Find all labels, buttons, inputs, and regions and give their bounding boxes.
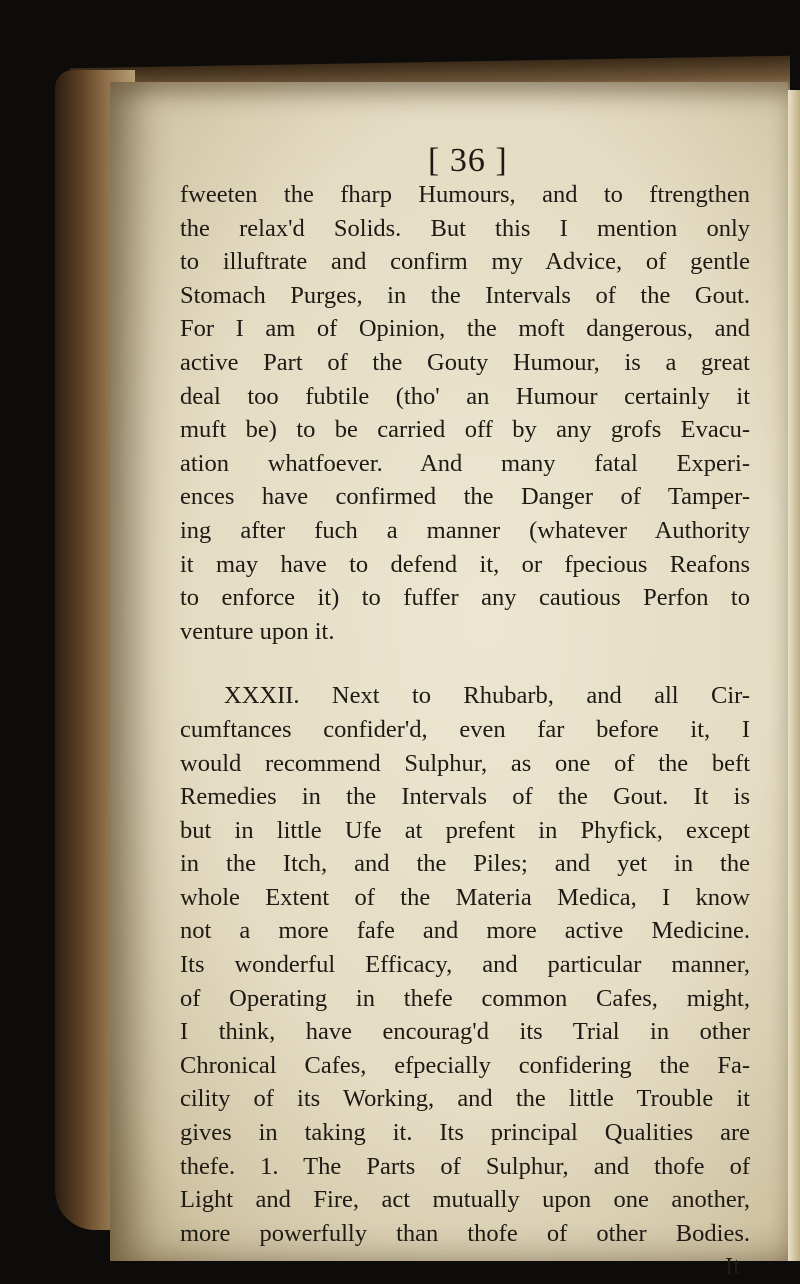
catchword: It — [725, 1253, 740, 1281]
text-line: but in little Ufe at prefent in Phyfick, except — [180, 816, 750, 844]
text-line: ences have confirmed the Danger of Tamper- — [180, 483, 750, 511]
text-line: Stomach Purges, in the Intervals of the Gout. — [180, 281, 750, 309]
text-line: to enforce it) to fuffer any cautious Perfon to — [180, 584, 750, 612]
text-line: cumftances confider'd, even far before it, I — [180, 715, 750, 743]
text-line: Remedies in the Intervals of the Gout. It is — [180, 783, 750, 811]
text-line: cility of its Working, and the little Trouble it — [180, 1085, 750, 1113]
text-line: ation whatfoever. And many fatal Experi- — [180, 449, 750, 477]
text-line: I think, have encourag'd its Trial in other — [180, 1018, 750, 1046]
text-line: ing after fuch a manner (whatever Authority — [180, 516, 750, 544]
text-line: would recommend Sulphur, as one of the beft — [180, 749, 750, 777]
text-line: Its wonderful Efficacy, and particular manner, — [180, 951, 750, 979]
text-line: Chronical Cafes, efpecially confidering the Fa- — [180, 1051, 750, 1079]
page-text — [180, 178, 750, 1284]
text-line: it may have to defend it, or fpecious Reafons — [180, 550, 750, 578]
text-line: XXXII. Next to Rhubarb, and all Cir- — [224, 682, 750, 710]
text-line: not a more fafe and more active Medicine. — [180, 917, 750, 945]
paragraph-2 — [180, 679, 750, 1284]
text-line: in the Itch, and the Piles; and yet in the — [180, 850, 750, 878]
text-line: to illuftrate and confirm my Advice, of gentle — [180, 248, 750, 276]
text-line: the relax'd Solids. But this I mention only — [180, 214, 750, 242]
text-line: gives in taking it. Its principal Qualities are — [180, 1119, 750, 1147]
text-line: For I am of Opinion, the moft dangerous, and — [180, 315, 750, 343]
text-line: active Part of the Gouty Humour, is a great — [180, 348, 750, 376]
text-line: more powerfully than thofe of other Bodies. — [180, 1219, 750, 1247]
text-line: fweeten the fharp Humours, and to ftrengthen — [180, 181, 750, 208]
text-line: thefe. 1. The Parts of Sulphur, and thofe of — [180, 1152, 750, 1180]
text-line: whole Extent of the Materia Medica, I know — [180, 883, 750, 911]
page-fore-edge — [788, 90, 800, 1261]
text-line: Light and Fire, act mutually upon one another, — [180, 1186, 750, 1214]
text-line: of Operating in thefe common Cafes, might, — [180, 984, 750, 1012]
text-line: muft be) to be carried off by any grofs Evacu- — [180, 416, 750, 444]
paragraph-1 — [180, 178, 750, 648]
text-line: venture upon it. — [180, 617, 335, 645]
text-line: deal too fubtile (tho' an Humour certainly it — [180, 382, 750, 410]
page-number: [ 36 ] — [428, 142, 508, 179]
